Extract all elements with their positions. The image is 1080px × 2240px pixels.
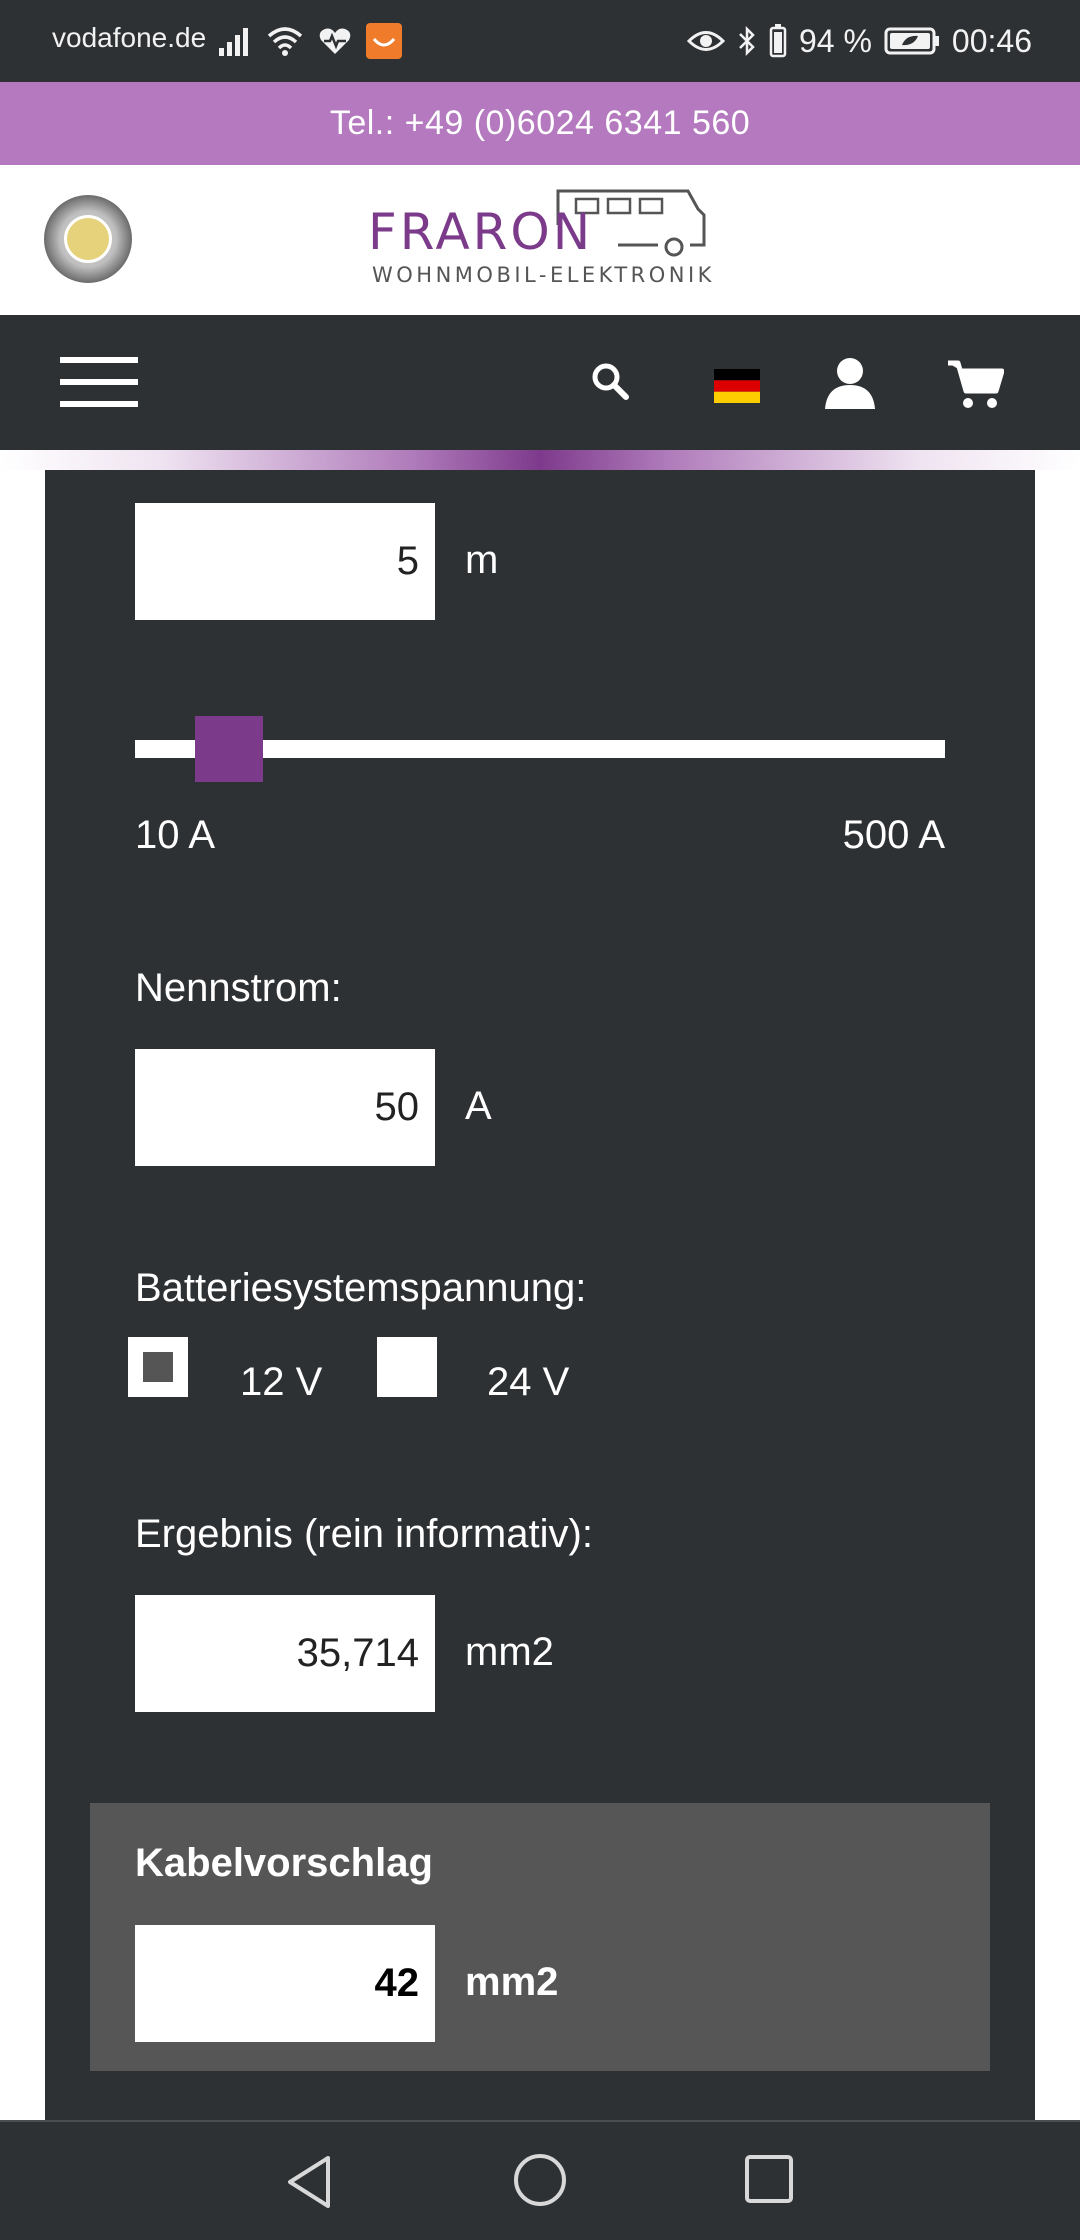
rated-current-input[interactable] — [135, 1049, 435, 1166]
back-icon[interactable] — [284, 2154, 336, 2210]
voltage-24v-checkbox[interactable] — [377, 1337, 437, 1397]
search-icon[interactable] — [590, 361, 630, 401]
result-unit: mm2 — [465, 1630, 554, 1674]
logo-wordmark: FRARON — [368, 203, 594, 261]
suggestion-value: 42 — [374, 1961, 419, 2005]
slider-min-label: 10 A — [135, 813, 216, 857]
result-label: Ergebnis (rein informativ): — [135, 1512, 593, 1556]
carrier-label: vodafone.de — [52, 22, 207, 53]
android-nav-bar — [0, 2120, 1080, 2240]
app-notification-icon — [366, 23, 402, 59]
voltage-12v-label: 12 V — [240, 1360, 323, 1404]
rated-current-value: 50 — [374, 1085, 419, 1129]
nav-bar — [0, 315, 1080, 450]
menu-icon[interactable] — [60, 357, 142, 411]
trust-seal-badge[interactable] — [44, 195, 132, 283]
heart-rate-icon — [318, 26, 352, 56]
voltage-12v-checkbox[interactable] — [128, 1337, 188, 1397]
rated-current-unit: A — [465, 1084, 492, 1128]
signal-icon — [218, 26, 252, 56]
length-input[interactable] — [135, 503, 435, 620]
phone-banner[interactable] — [0, 82, 1080, 165]
german-flag-icon[interactable] — [714, 369, 760, 403]
slider-max-label: 500 A — [842, 813, 945, 857]
result-field — [135, 1595, 435, 1712]
checkbox-checked-mark — [143, 1352, 173, 1382]
length-value: 5 — [396, 539, 419, 583]
cable-suggestion-box — [90, 1803, 990, 2071]
rated-current-label: Nennstrom: — [135, 966, 342, 1010]
result-value: 35,714 — [296, 1631, 419, 1675]
status-icons-right — [687, 18, 1032, 64]
suggestion-title: Kabelvorschlag — [135, 1841, 433, 1885]
site-header — [0, 165, 1080, 315]
battery-percent: 94 % — [798, 22, 872, 59]
current-slider-thumb[interactable] — [195, 716, 263, 782]
cart-icon[interactable] — [946, 357, 1004, 411]
battery-saver-icon — [884, 27, 940, 55]
status-bar — [0, 0, 1080, 82]
clock: 00:46 — [951, 22, 1032, 59]
suggestion-field — [135, 1925, 435, 2042]
voltage-24v-label: 24 V — [487, 1360, 570, 1404]
eye-icon — [687, 28, 725, 54]
suggestion-unit: mm2 — [465, 1960, 559, 2004]
home-icon[interactable] — [512, 2152, 568, 2208]
user-account-icon[interactable] — [823, 355, 877, 409]
length-unit: m — [465, 538, 499, 582]
recents-icon[interactable] — [744, 2154, 794, 2204]
logo-subtitle: WOHNMOBIL-ELEKTRONIK — [372, 263, 715, 287]
wifi-icon — [266, 25, 304, 57]
status-icons-left — [218, 20, 402, 62]
phone-number[interactable]: Tel.: +49 (0)6024 6341 560 — [329, 104, 751, 142]
voltage-label: Batteriesystemspannung: — [135, 1266, 587, 1310]
battery-small-icon — [769, 24, 787, 58]
seal-lock-icon — [64, 215, 112, 263]
bluetooth-icon — [737, 25, 757, 57]
accent-divider — [0, 450, 1080, 470]
